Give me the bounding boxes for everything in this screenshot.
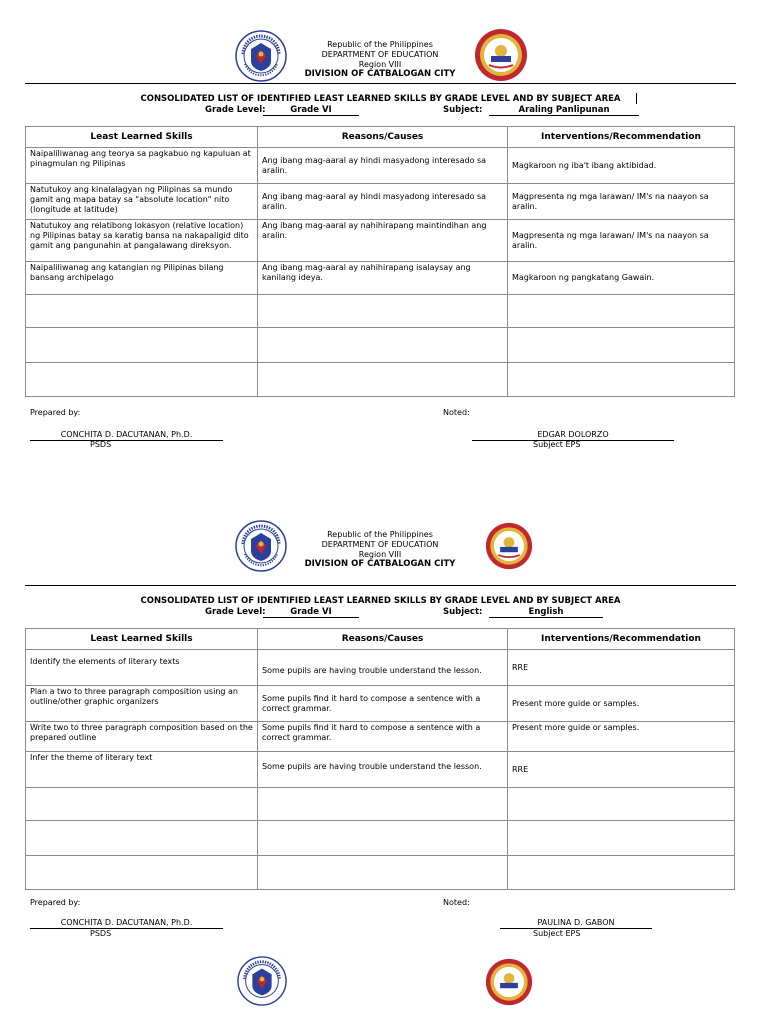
reason-cell: Ang ibang mag-aaral ay nahihirapang isalaysay ang kanilang ideya.: [258, 262, 508, 295]
table-row: [26, 262, 735, 295]
skills-table: [25, 126, 735, 397]
prepared-name: CONCHITA D. DACUTANAN, Ph.D.: [30, 918, 223, 929]
intervention-cell: RRE: [508, 752, 735, 788]
column-header-interventions: Interventions/Recommendation: [508, 629, 735, 650]
table-row: [26, 752, 735, 788]
letterhead: [0, 518, 768, 574]
header-region: Region VIII: [358, 60, 402, 69]
header-republic: Republic of the Philippines: [327, 40, 433, 49]
empty-row: [26, 788, 735, 821]
intervention-cell: Present more guide or samples.: [508, 722, 735, 752]
subject-label: Subject:: [443, 105, 483, 115]
intervention-cell: Magpresenta ng mga larawan/ IM's na naayon sa aralin.: [508, 184, 735, 220]
letterhead: [0, 28, 768, 84]
header-department: DEPARTMENT OF EDUCATION: [321, 50, 439, 59]
grade-level-value: Grade VI: [263, 607, 359, 618]
empty-row: [26, 295, 735, 328]
header-divider: [25, 585, 736, 586]
skill-cell: Write two to three paragraph composition based on the prepared outline: [26, 722, 258, 752]
reason-cell: Ang ibang mag-aaral ay hindi masyadong interesado sa aralin.: [258, 184, 508, 220]
grade-level-label: Grade Level:: [205, 105, 266, 115]
subject-label: Subject:: [443, 607, 483, 617]
skill-cell: Natutukoy ang relatibong lokasyon (relative location) ng Pilipinas batay sa karatig bansa na nakapaligid dito gamit ang pangunahin at pangalawang direksyon.: [26, 220, 258, 262]
reason-cell: Some pupils are having trouble understand the lesson.: [258, 752, 508, 788]
noted-name: PAULINA D. GABON: [500, 918, 652, 929]
grade-level-value: Grade VI: [263, 105, 359, 116]
column-header-skills: Least Learned Skills: [26, 127, 258, 148]
skill-cell: Naipaliliwanag ang teorya sa pagkabuo ng kapuluan at pinagmulan ng Pilipinas: [26, 148, 258, 184]
column-header-reasons: Reasons/Causes: [258, 629, 508, 650]
table-header-row: [26, 629, 735, 650]
deped-seal-icon: [237, 956, 287, 1006]
empty-row: [26, 856, 735, 890]
skill-cell: Identify the elements of literary texts: [26, 650, 258, 686]
column-header-skills: Least Learned Skills: [26, 629, 258, 650]
noted-label: Noted:: [443, 408, 470, 417]
header-department: DEPARTMENT OF EDUCATION: [321, 540, 439, 549]
deped-seal-icon: [235, 30, 287, 82]
noted-title: Subject EPS: [533, 929, 581, 938]
subject-value: English: [489, 607, 603, 618]
noted-title: Subject EPS: [533, 440, 581, 449]
form-title: CONSOLIDATED LIST OF IDENTIFIED LEAST LEARNED SKILLS BY GRADE LEVEL AND BY SUBJECT AREA: [140, 596, 621, 606]
header-republic: Republic of the Philippines: [327, 530, 433, 539]
intervention-cell: Magpresenta ng mga larawan/ IM's na naayon sa aralin.: [508, 220, 735, 262]
noted-label: Noted:: [443, 898, 470, 907]
prepared-title: PSDS: [90, 929, 112, 938]
skill-cell: Infer the theme of literary text: [26, 752, 258, 788]
column-header-reasons: Reasons/Causes: [258, 127, 508, 148]
prepared-name: CONCHITA D. DACUTANAN, Ph.D.: [30, 430, 223, 441]
header-division: DIVISION OF CATBALOGAN CITY: [304, 559, 456, 569]
division-seal-icon: [485, 522, 533, 570]
noted-signature: [500, 918, 652, 929]
prepared-signature: [30, 918, 223, 929]
prepared-signature: [30, 430, 223, 441]
skill-cell: Natutukoy ang kinalalagyan ng Pilipinas sa mundo gamit ang mapa batay sa "absolute location" nito (longitude at latitude): [26, 184, 258, 220]
reason-cell: Some pupils find it hard to compose a sentence with a correct grammar.: [258, 722, 508, 752]
header-divider: [25, 83, 736, 84]
form-title: CONSOLIDATED LIST OF IDENTIFIED LEAST LEARNED SKILLS BY GRADE LEVEL AND BY SUBJECT AREA: [140, 94, 621, 104]
intervention-cell: Magkaroon ng pangkatang Gawain.: [508, 262, 735, 295]
table-row: [26, 686, 735, 722]
noted-name: EDGAR DOLORZO: [472, 430, 674, 441]
reason-cell: Some pupils find it hard to compose a sentence with a correct grammar.: [258, 686, 508, 722]
header-region: Region VIII: [358, 550, 402, 559]
division-seal-icon: [485, 958, 533, 1006]
prepared-title: PSDS: [90, 440, 112, 449]
division-seal-icon: [474, 28, 528, 82]
table-row: [26, 722, 735, 752]
prepared-by-label: Prepared by:: [30, 898, 81, 907]
table-row: [26, 148, 735, 184]
column-header-interventions: Interventions/Recommendation: [508, 127, 735, 148]
reason-cell: Some pupils are having trouble understand the lesson.: [258, 650, 508, 686]
empty-row: [26, 328, 735, 363]
intervention-cell: Present more guide or samples.: [508, 686, 735, 722]
subject-value: Araling Panlipunan: [489, 105, 639, 116]
table-row: [26, 220, 735, 262]
deped-seal-icon: [235, 520, 287, 572]
header-division: DIVISION OF CATBALOGAN CITY: [304, 69, 456, 79]
skill-cell: Plan a two to three paragraph composition using an outline/other graphic organizers: [26, 686, 258, 722]
prepared-by-label: Prepared by:: [30, 408, 81, 417]
table-header-row: [26, 127, 735, 148]
empty-row: [26, 821, 735, 856]
reason-cell: Ang ibang mag-aaral ay nahihirapang maintindihan ang aralin.: [258, 220, 508, 262]
table-row: [26, 184, 735, 220]
reason-cell: Ang ibang mag-aaral ay hindi masyadong interesado sa aralin.: [258, 148, 508, 184]
skills-table: [25, 628, 735, 890]
skill-cell: Naipaliliwanag ang katangian ng Pilipinas bilang bansang archipelago: [26, 262, 258, 295]
grade-level-label: Grade Level:: [205, 607, 266, 617]
intervention-cell: Magkaroon ng iba't ibang aktibidad.: [508, 148, 735, 184]
empty-row: [26, 363, 735, 397]
table-row: [26, 650, 735, 686]
text-cursor: [636, 93, 637, 104]
intervention-cell: RRE: [508, 650, 735, 686]
